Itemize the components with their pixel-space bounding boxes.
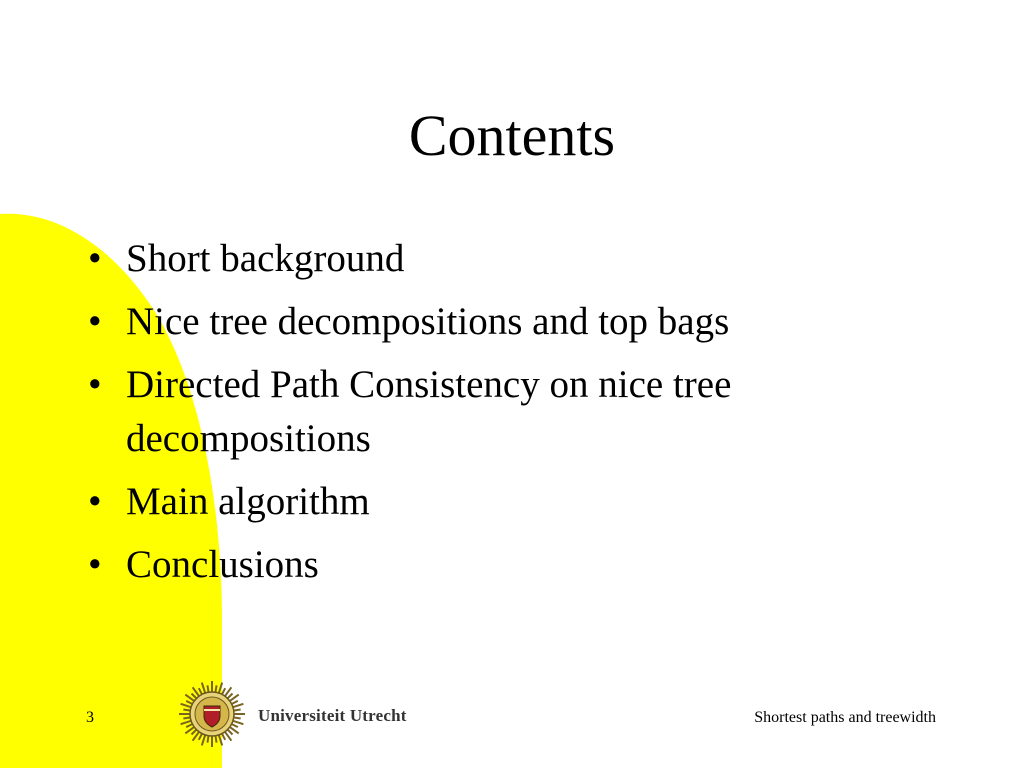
bullet-mark: • — [88, 543, 102, 586]
page-number: 3 — [86, 709, 94, 726]
bullet-list — [84, 232, 884, 601]
bullet-mark: • — [88, 480, 102, 523]
presentation-title: Shortest paths and treewidth — [754, 709, 936, 726]
bullet-mark: • — [88, 300, 102, 343]
bullet-item — [84, 538, 884, 592]
bullet-mark: • — [88, 237, 102, 280]
bullet-text: Directed Path Consistency on nice tree decompositions — [126, 363, 732, 460]
bullet-item — [84, 358, 884, 466]
bullet-text: Conclusions — [126, 543, 319, 586]
bullet-item — [84, 232, 884, 286]
bullet-item — [84, 295, 884, 349]
bullet-text: Short background — [126, 237, 405, 280]
bullet-item — [84, 475, 884, 529]
slide-title: Contents — [408, 103, 616, 168]
university-seal-icon — [178, 680, 246, 748]
bullet-text: Nice tree decompositions and top bags — [126, 300, 730, 343]
institution-name: Universiteit Utrecht — [258, 706, 407, 725]
bullet-mark: • — [88, 363, 102, 406]
bullet-text: Main algorithm — [126, 480, 370, 523]
